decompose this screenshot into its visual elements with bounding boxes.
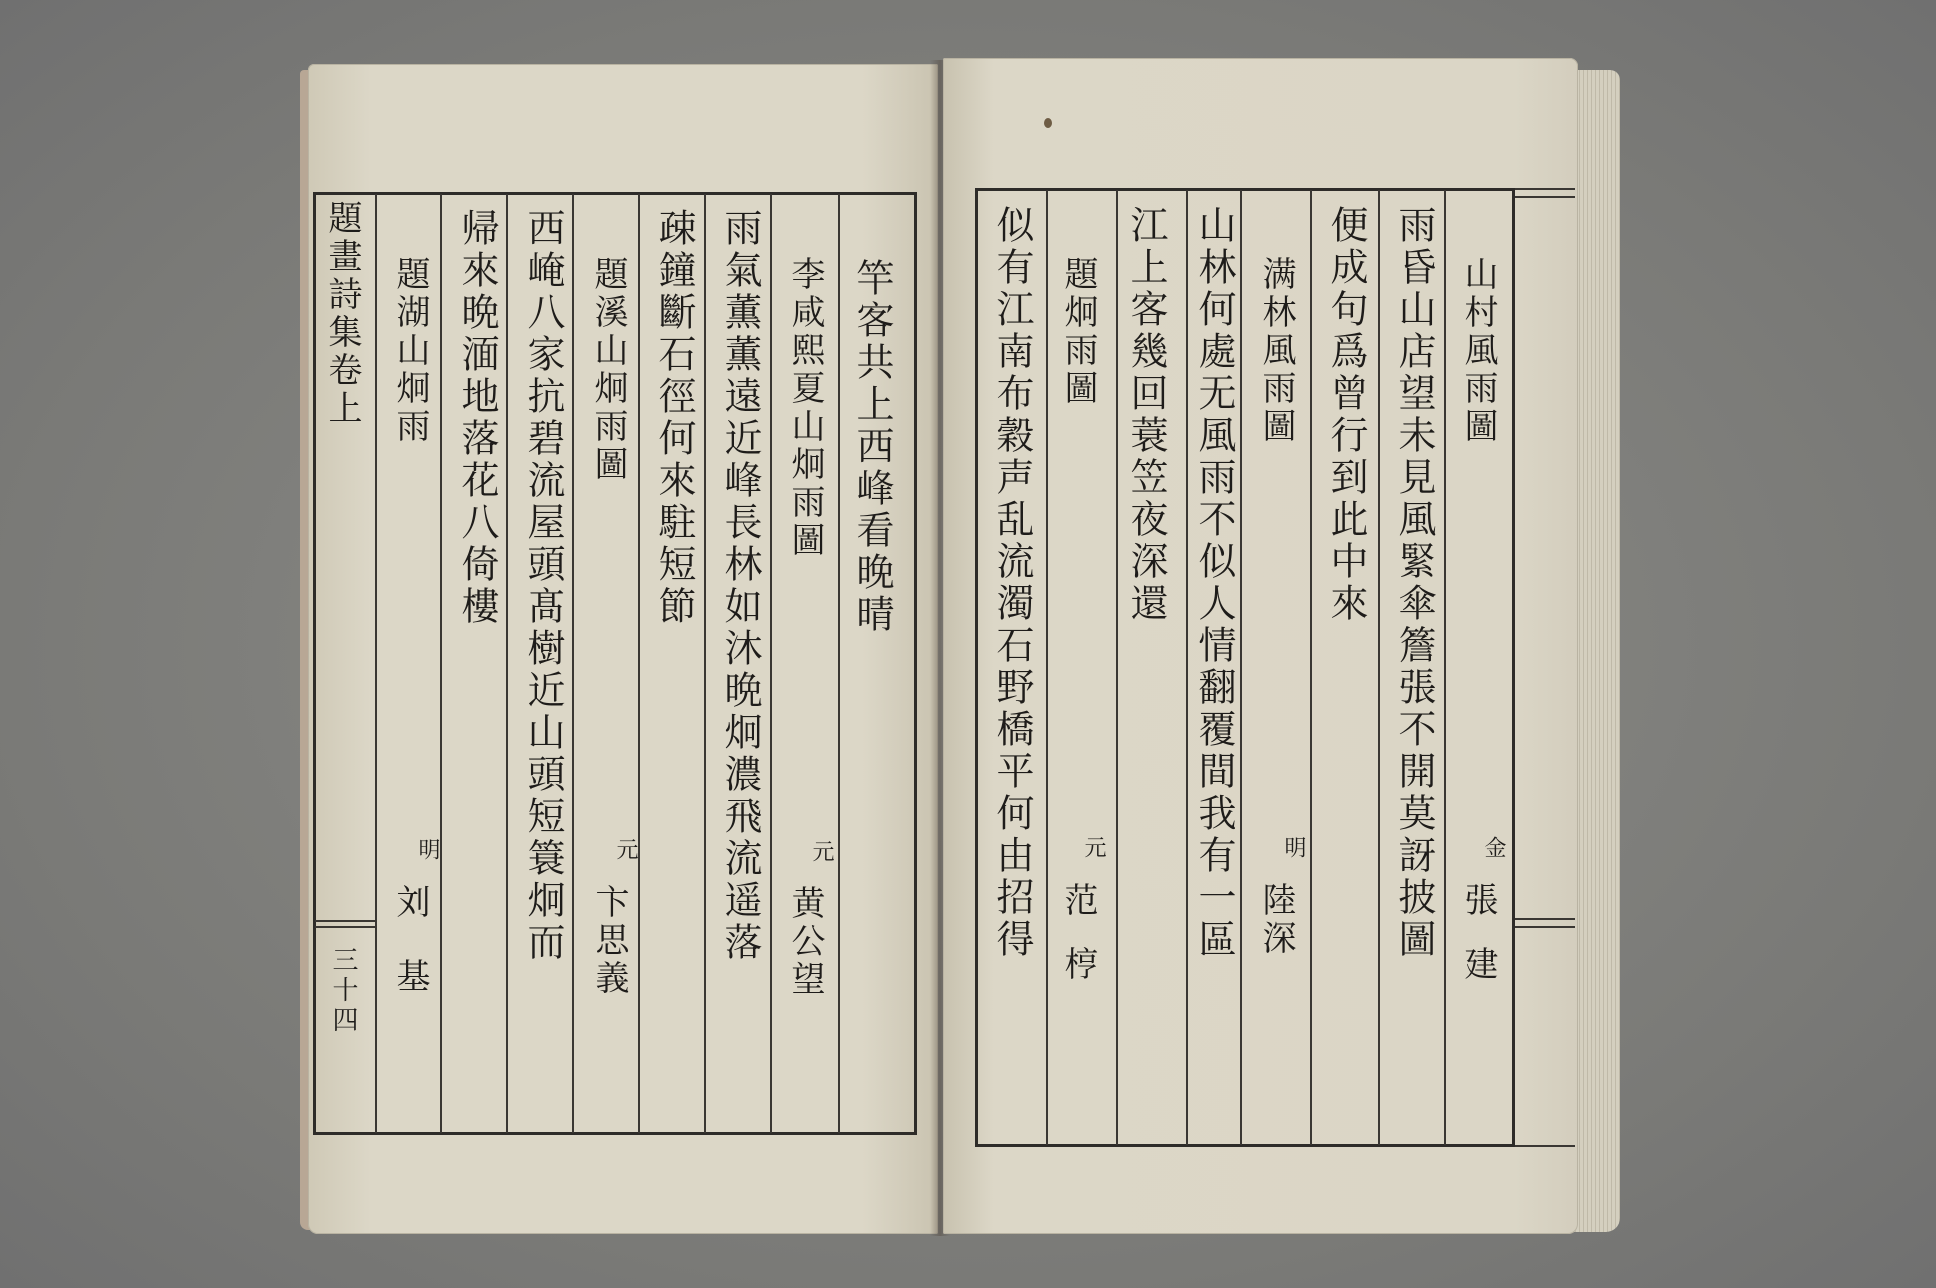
poem-title: 李咸熙夏山炯雨圖 xyxy=(785,256,825,560)
column-rule xyxy=(1186,190,1188,1145)
poem-title: 題溪山炯雨圖 xyxy=(588,256,628,484)
poem-author: 卞思義 xyxy=(589,884,629,998)
column-rule xyxy=(375,194,377,1133)
poem-line: 帰來晩湎地落花八倚樓 xyxy=(455,208,499,628)
column-rule xyxy=(440,194,442,1133)
column-rule xyxy=(1444,190,1446,1145)
column-rule xyxy=(1240,190,1242,1145)
poem-line: 疎鐘斷石徑何來駐短節 xyxy=(652,208,696,628)
column-rule xyxy=(1378,190,1380,1145)
poem-title: 題炯雨圖 xyxy=(1058,256,1098,408)
poem-line: 西崦八家抗碧流屋頭髙樹近山頭短簑炯而 xyxy=(521,208,565,964)
margin-divider xyxy=(315,920,375,922)
poem-author: 陸深 xyxy=(1256,882,1296,958)
column-rule xyxy=(1310,190,1312,1145)
column-rule xyxy=(704,194,706,1133)
page-stack-edge xyxy=(1572,70,1620,1232)
column-rule xyxy=(572,194,574,1133)
poem-dynasty: 明 xyxy=(1281,836,1306,862)
outer-rule xyxy=(1515,1145,1575,1147)
poem-title: 山村風雨圖 xyxy=(1458,256,1498,446)
column-rule xyxy=(638,194,640,1133)
ink-spot xyxy=(1044,118,1052,128)
column-rule xyxy=(506,194,508,1133)
outer-rule xyxy=(1515,918,1575,920)
poem-line: 便成句爲曾行到此中來 xyxy=(1324,205,1368,625)
poem-dynasty: 金 xyxy=(1481,836,1506,862)
outer-rule xyxy=(1515,188,1575,190)
outer-rule xyxy=(1515,196,1575,198)
poem-author: 黄公望 xyxy=(785,885,825,999)
poem-line: 竿客共上西峰看晚晴 xyxy=(850,258,894,636)
poem-line: 雨氣薫薫遠近峰長林如沐晩炯濃飛流遥落 xyxy=(718,208,762,964)
poem-line: 山林何處无風雨不似人情翻覆間我有一區 xyxy=(1192,205,1236,961)
poem-dynasty: 元 xyxy=(613,838,638,864)
column-rule xyxy=(838,194,840,1133)
margin-divider xyxy=(315,926,375,928)
poem-author: 張建 xyxy=(1458,882,1498,1010)
poem-dynasty: 明 xyxy=(415,838,440,864)
column-rule xyxy=(1046,190,1048,1145)
poem-line: 江上客幾回蓑笠夜深還 xyxy=(1124,205,1168,625)
poem-dynasty: 元 xyxy=(1081,836,1106,862)
poem-author: 刘基 xyxy=(390,884,430,1032)
column-rule xyxy=(1116,190,1118,1145)
poem-title: 題湖山炯雨 xyxy=(390,256,430,446)
margin-book-title: 題畫詩集卷上 xyxy=(322,200,362,428)
outer-rule xyxy=(1515,926,1575,928)
folio-number: 三十四 xyxy=(328,946,358,1036)
column-rule xyxy=(770,194,772,1133)
poem-title: 满林風雨圖 xyxy=(1256,256,1296,446)
poem-dynasty: 元 xyxy=(809,840,834,866)
poem-line: 雨昏山店望未見風緊傘簷張不開莫訝披圖 xyxy=(1392,205,1436,961)
poem-line: 似有江南布穀声乱流濁石野橋平何由招得 xyxy=(990,205,1034,961)
poem-author: 范梈 xyxy=(1058,882,1098,1010)
